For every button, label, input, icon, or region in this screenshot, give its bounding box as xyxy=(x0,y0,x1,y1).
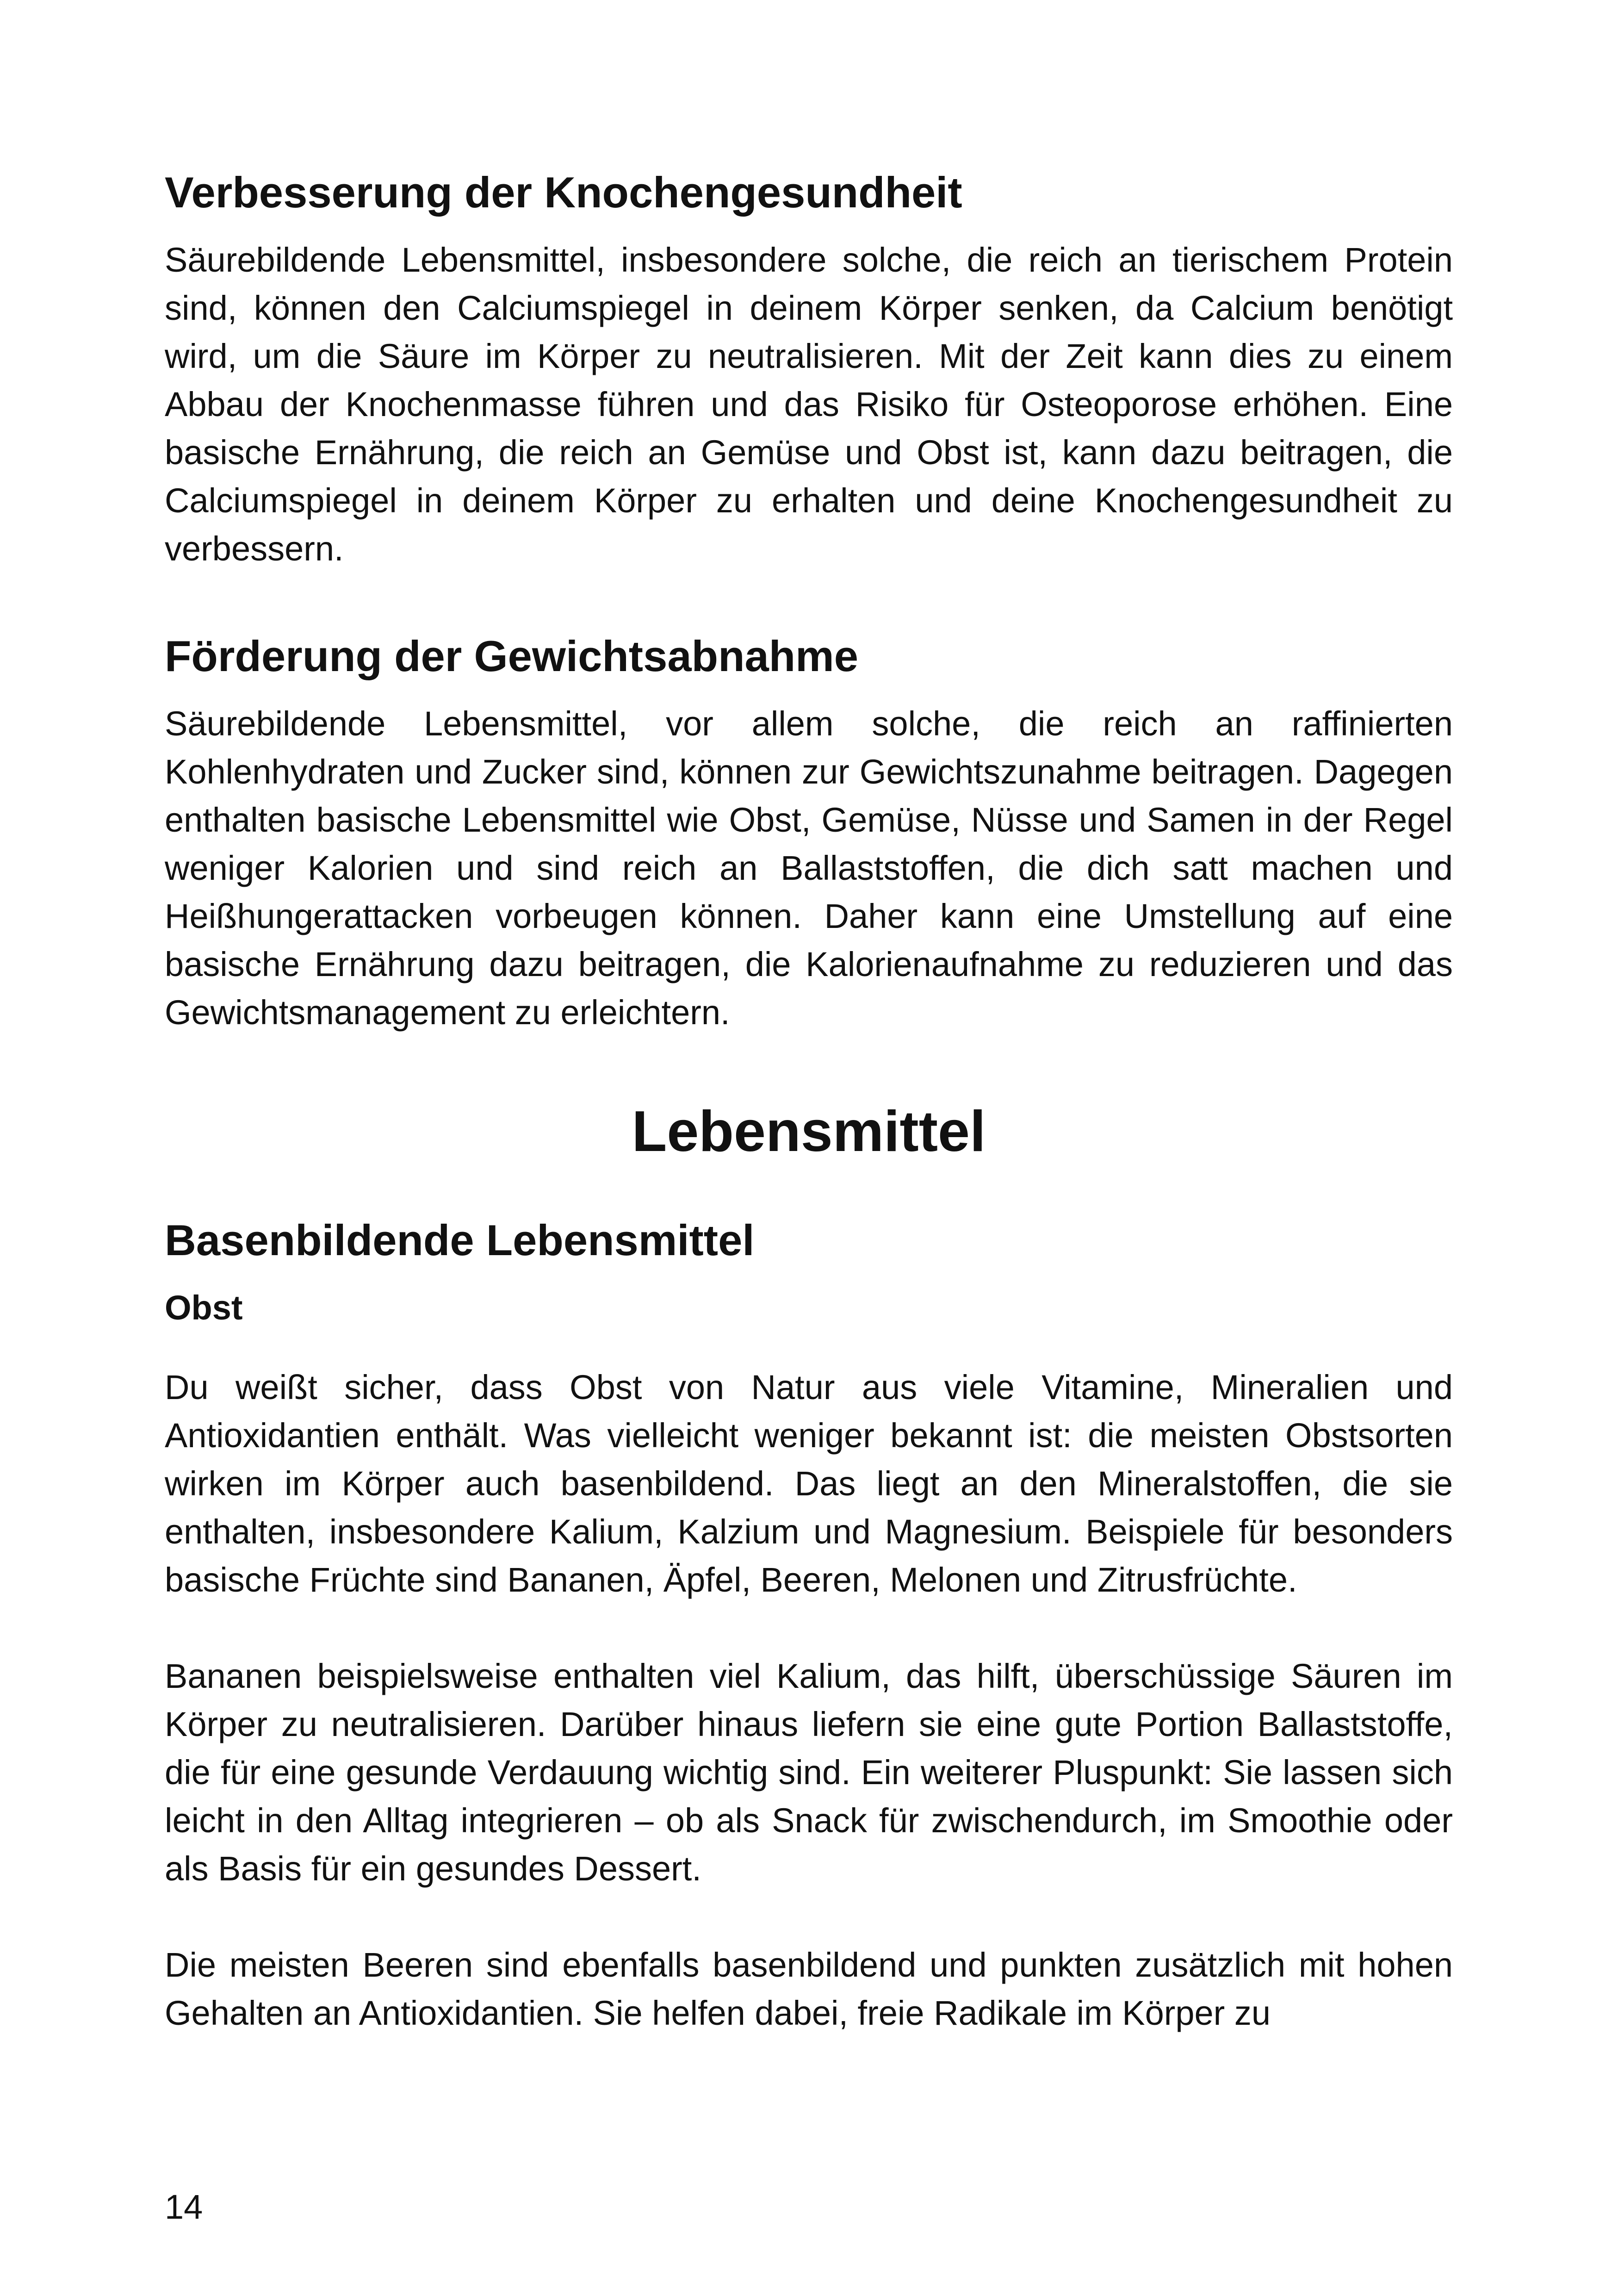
section-heading-weight-loss: Förderung der Gewichtsabnahme xyxy=(165,632,859,680)
paragraph-bananas: Bananen beispielsweise enthalten viel Kalium, das hilft, überschüssige Säuren im Körper zu neutralisieren. Darüber hinaus liefern sie eine gute Portion Ballaststoffe, die für eine gesunde Verdauung wichtig sind. Ein weiterer Pluspunkt: Sie lassen sich leicht in den Alltag integrieren – ob als Snack für zwischendurch, im Smoothie oder als Basis für ein gesundes Dessert. xyxy=(165,1657,1453,1888)
paragraph-fruit-intro: Du weißt sicher, dass Obst von Natur aus viele Vitamine, Mineralien und Antioxidantien enthält. Was vielleicht weniger bekannt ist: die meisten Obstsorten wirken im Körper auch basenbildend. Das liegt an den Mineralstoffen, die sie enthalten, insbesondere Kalium, Kalzium und Magnesium. Beispiele für besonders basische Früchte sind Bananen, Äpfel, Beeren, Melonen und Zitrusfrüchte. xyxy=(165,1368,1453,1599)
section-heading-alkaline-foods: Basenbildende Lebensmittel xyxy=(165,1216,755,1264)
section-heading-bone-health: Verbesserung der Knochengesundheit xyxy=(165,168,962,217)
page-number: 14 xyxy=(165,2188,203,2226)
paragraph-weight-loss: Säurebildende Lebensmittel, vor allem solche, die reich an raffinierten Kohlenhydraten und Zucker sind, können zur Gewichtszunahme beitragen. Dagegen enthalten basische Lebensmittel wie Obst, Gemüse, Nüsse und Samen in der Regel weniger Kalorien und sind reich an Ballaststoffen, die dich satt machen und Heißhungerattacken vorbeugen können. Daher kann eine Umstellung auf eine basische Ernährung dazu beitragen, die Kalorienaufnahme zu reduzieren und das Gewichtsmanagement zu erleichtern. xyxy=(165,704,1453,1032)
subheading-fruit: Obst xyxy=(165,1288,243,1327)
paragraph-berries: Die meisten Beeren sind ebenfalls basenbildend und punkten zusätzlich mit hohen Gehalten an Antioxidantien. Sie helfen dabei, freie Radikale im Körper zu xyxy=(165,1946,1453,2032)
chapter-title: Lebensmittel xyxy=(632,1100,986,1164)
text-column xyxy=(165,165,1453,2037)
paragraph-bone-health: Säurebildende Lebensmittel, insbesondere solche, die reich an tierischem Protein sind, können den Calciumspiegel in deinem Körper senken, da Calcium benötigt wird, um die Säure im Körper zu neutralisieren. Mit der Zeit kann dies zu einem Abbau der Knochenmasse führen und das Risiko für Osteoporose erhöhen. Eine basische Ernährung, die reich an Gemüse und Obst ist, kann dazu beitragen, die Calciumspiegel in deinem Körper zu erhalten und deine Knochengesundheit zu verbessern. xyxy=(165,241,1453,568)
